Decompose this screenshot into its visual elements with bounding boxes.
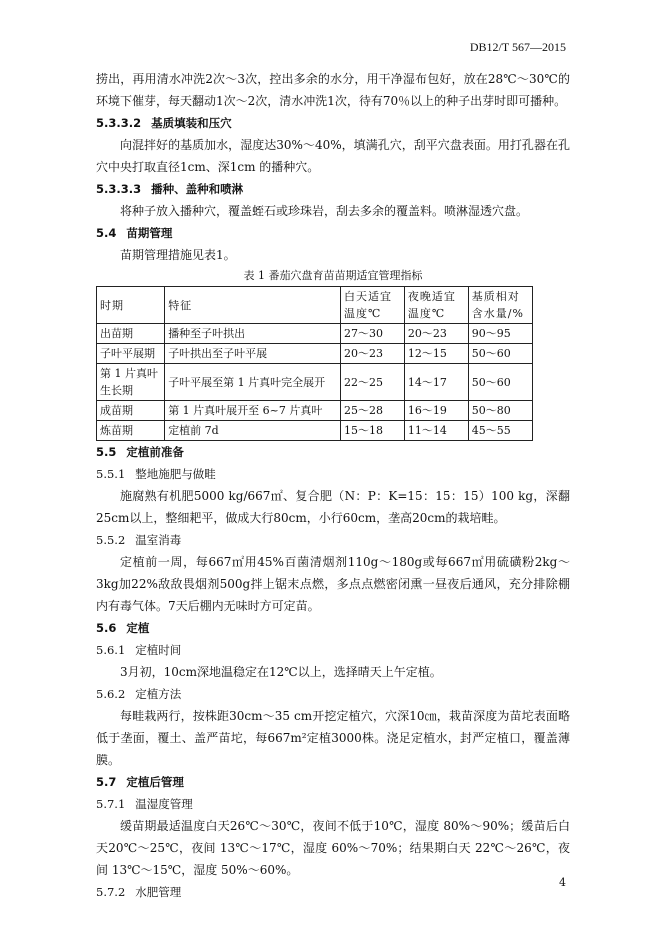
paragraph: 捞出，再用清水冲洗2次～3次，控出多余的水分，用干净湿布包好，放在28℃～30℃的环境下催芽，每天翻动1次～2次，清水冲洗1次，待有70％以上的种子出芽时即可播种。 <box>96 72 570 108</box>
table-cell: 14～17 <box>404 364 468 401</box>
table-header-cell: 时期 <box>97 287 165 324</box>
section-number: 5.3.3.3 <box>96 182 142 196</box>
table-cell: 90～95 <box>468 324 532 344</box>
table-cell: 22～25 <box>340 364 404 401</box>
paragraph: 向混拌好的基质加水，湿度达30%～40%，填满孔穴，刮平穴盘表面。用打孔器在孔穴中央打取直径1cm、深1cm 的播种穴。 <box>96 138 570 174</box>
table-cell: 出苗期 <box>97 324 165 344</box>
table-cell: 25～28 <box>340 401 404 421</box>
table-cell: 20～23 <box>404 324 468 344</box>
section-heading <box>96 881 570 903</box>
table-row <box>97 421 533 441</box>
section-number: 5.5.2 <box>96 533 126 547</box>
document-body <box>96 68 570 903</box>
section-title: 播种、盖种和喷淋 <box>151 182 244 196</box>
section-title: 整地施肥与做畦 <box>135 467 216 481</box>
section-title: 定植时间 <box>135 643 182 657</box>
section-heading <box>96 771 570 793</box>
table-header-row <box>97 287 533 324</box>
paragraph: 将种子放入播种穴，覆盖蛭石或珍珠岩，刮去多余的覆盖料。喷淋湿透穴盘。 <box>120 204 529 218</box>
section-title: 定植方法 <box>135 687 182 701</box>
table-row <box>97 324 533 344</box>
section-number: 5.6.1 <box>96 643 126 657</box>
table-header-cell: 白天适宜温度℃ <box>340 287 404 324</box>
section-title: 水肥管理 <box>135 885 182 899</box>
section-number: 5.5.1 <box>96 467 126 481</box>
paragraph: 施腐熟有机肥5000 kg/667㎡、复合肥（N：P：K=15：15：15）100 kg，深翻25cm以上，整细耙平，做成大行80cm，小行60cm，垄高20cm的栽培畦。 <box>96 489 570 525</box>
table-cell: 50～80 <box>468 401 532 421</box>
page-number: 4 <box>559 876 566 889</box>
table-cell: 45～55 <box>468 421 532 441</box>
table-cell: 16～19 <box>404 401 468 421</box>
section-title: 定植前准备 <box>126 445 184 459</box>
section-number: 5.5 <box>96 445 117 459</box>
section-title: 定植后管理 <box>126 775 184 789</box>
section-number: 5.6 <box>96 621 117 635</box>
section-title: 温湿度管理 <box>135 797 193 811</box>
section-number: 5.3.3.2 <box>96 116 142 130</box>
table-header-cell: 基质相对含水量/% <box>468 287 532 324</box>
table-cell: 50～60 <box>468 344 532 364</box>
section-number: 5.7 <box>96 775 117 789</box>
section-heading <box>96 222 570 244</box>
table-cell: 成苗期 <box>97 401 165 421</box>
table-cell: 27～30 <box>340 324 404 344</box>
section-heading <box>96 529 570 551</box>
table-row <box>97 364 533 401</box>
table-header-cell: 夜晚适宜温度℃ <box>404 287 468 324</box>
paragraph: 定植前一周，每667㎡用45%百菌清烟剂110g～180g或每667㎡用硫磺粉2kg～3kg加22%敌敌畏烟剂500g拌上锯末点燃，多点点燃密闭熏一昼夜后通风，充分排除棚内有毒气体。7天后棚内无味时方可定苗。 <box>96 555 570 613</box>
table-cell: 12～15 <box>404 344 468 364</box>
table-cell: 炼苗期 <box>97 421 165 441</box>
table-cell: 定植前 7d <box>165 421 341 441</box>
section-heading <box>96 463 570 485</box>
section-number: 5.7.2 <box>96 885 126 899</box>
table-caption: 表 1 番茄穴盘育苗苗期适宜管理指标 <box>243 269 423 282</box>
paragraph: 3月初，10cm深地温稳定在12℃以上，选择晴天上午定植。 <box>120 665 442 679</box>
section-heading <box>96 683 570 705</box>
section-title: 温室消毒 <box>135 533 182 547</box>
table-cell: 50～60 <box>468 364 532 401</box>
table-cell: 20～23 <box>340 344 404 364</box>
table-cell: 子叶平展期 <box>97 344 165 364</box>
section-title: 苗期管理 <box>126 226 173 240</box>
section-heading <box>96 112 570 134</box>
section-title: 基质填装和压穴 <box>151 116 232 130</box>
table-header-cell: 特征 <box>165 287 341 324</box>
growth-stage-table <box>96 286 533 441</box>
section-number: 5.6.2 <box>96 687 126 701</box>
table-row <box>97 401 533 421</box>
table-cell: 子叶拱出至子叶平展 <box>165 344 341 364</box>
section-heading <box>96 639 570 661</box>
table-cell: 15～18 <box>340 421 404 441</box>
section-number: 5.7.1 <box>96 797 126 811</box>
table-cell: 子叶平展至第 1 片真叶完全展开 <box>165 364 341 401</box>
paragraph: 每畦栽两行，按株距30cm～35 cm开挖定植穴，穴深10㎝，栽苗深度为苗坨表面略低于垄面，覆土、盖严苗坨，每667m²定植3000株。浇足定植水，封严定植口，覆盖薄膜。 <box>96 709 570 767</box>
table-row <box>97 344 533 364</box>
table-cell: 第 1 片真叶生长期 <box>97 364 165 401</box>
paragraph: 苗期管理措施见表1。 <box>120 248 236 262</box>
table-cell: 播种至子叶拱出 <box>165 324 341 344</box>
section-heading <box>96 441 570 463</box>
paragraph: 缓苗期最适温度白天26℃～30℃，夜间不低于10℃，湿度 80%～90%；缓苗后白天20℃～25℃，夜间 13℃～17℃，湿度 60%～70%；结果期白天 22℃～26℃，夜间 13℃～15℃，湿度 50%～60%。 <box>96 819 570 877</box>
section-heading <box>96 793 570 815</box>
section-heading <box>96 178 570 200</box>
section-heading <box>96 617 570 639</box>
section-title: 定植 <box>126 621 150 635</box>
section-number: 5.4 <box>96 226 117 240</box>
header-doc-code: DB12/T 567—2015 <box>469 40 566 54</box>
table-cell: 第 1 片真叶展开至 6~7 片真叶 <box>165 401 341 421</box>
table-cell: 11～14 <box>404 421 468 441</box>
